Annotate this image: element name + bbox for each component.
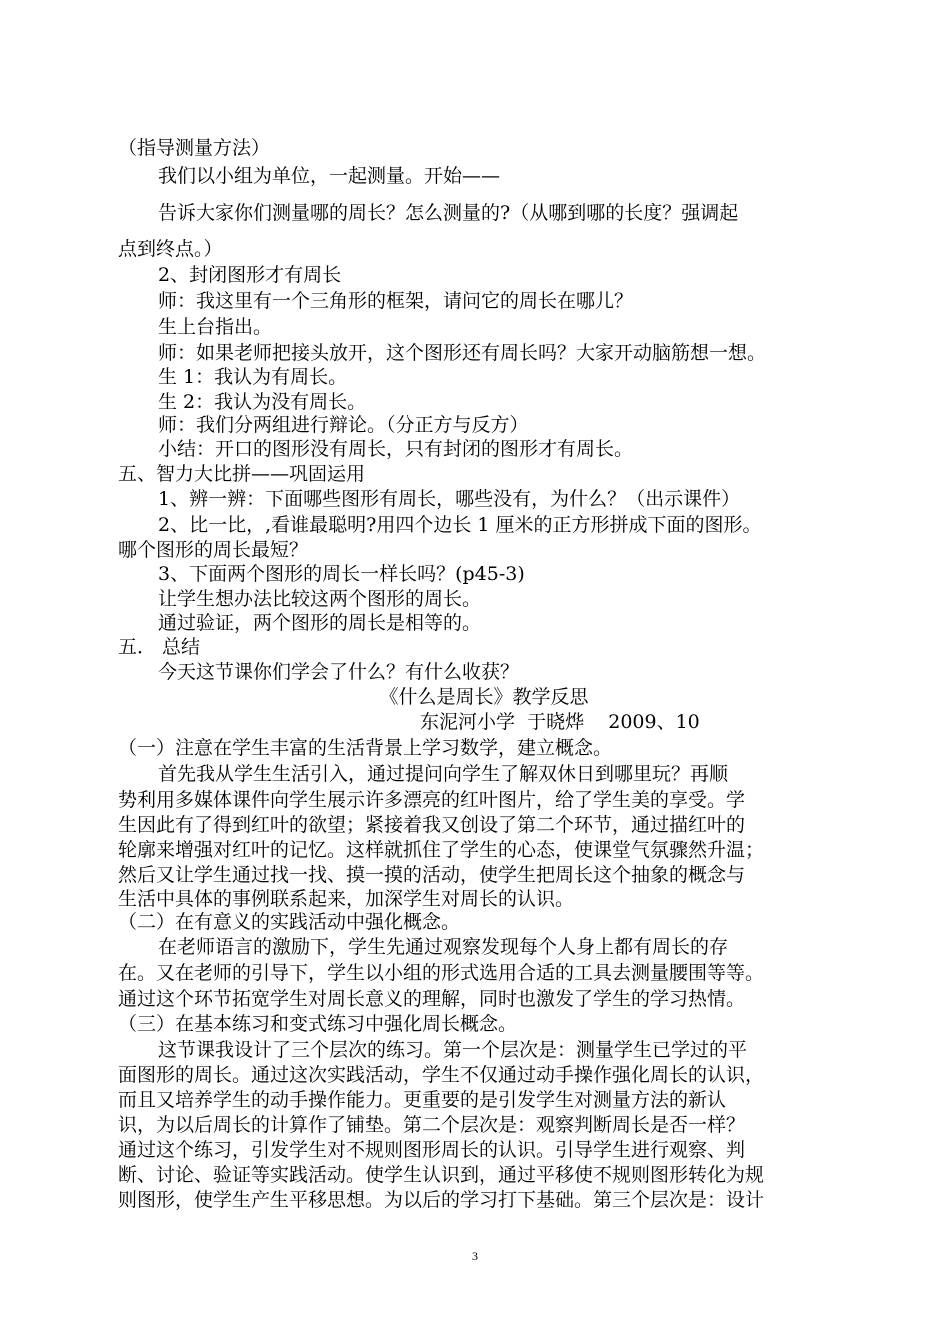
- section-heading: （二）在有意义的实践活动中强化概念。: [118, 911, 461, 933]
- text-line: 2、比一比，,看谁最聪明?用四个边长 1 厘米的正方形拼成下面的图形。: [158, 514, 762, 536]
- text-line: 生 2：我认为没有周长。: [158, 391, 367, 413]
- text-line: 1、辨一辨：下面哪些图形有周长，哪些没有，为什么？（出示课件）: [158, 488, 741, 510]
- text-line: 师：如果老师把接头放开，这个图形还有周长吗？大家开动脑筋想一想。: [158, 342, 767, 364]
- section-heading: （三）在基本练习和变式练习中强化周长概念。: [118, 1013, 518, 1035]
- text-line: 生因此有了得到红叶的欲望；紧接着我又创设了第二个环节，通过描红叶的: [118, 814, 746, 836]
- text-line: 通过这个环节拓宽学生对周长意义的理解，同时也激发了学生的学习热情。: [118, 988, 746, 1010]
- text-line: 通过这个练习，引发学生对不规则图形周长的认识。引导学生进行观察、判: [118, 1139, 746, 1161]
- text-line: 生上台指出。: [158, 316, 273, 338]
- text-line: 势利用多媒体课件向学生展示许多漂亮的红叶图片，给了学生美的享受。学: [118, 789, 746, 811]
- text-line: 让学生想办法比较这两个图形的周长。: [158, 588, 482, 610]
- text-line: 点到终点。）: [118, 238, 223, 260]
- text-line: 识，为以后周长的计算作了铺垫。第二个层次是：观察判断周长是否一样？: [118, 1114, 746, 1136]
- text-line: 今天这节课你们学会了什么？有什么收获？: [158, 661, 520, 683]
- text-line: 然后又让学生通过找一找、摸一摸的活动，使学生把周长这个抽象的概念与: [118, 864, 746, 886]
- text-line: 小结：开口的图形没有周长，只有封闭的图形才有周长。: [158, 438, 634, 460]
- text-line: 在。又在老师的引导下，学生以小组的形式选用合适的工具去测量腰围等等。: [118, 962, 765, 984]
- text-line: 断、讨论、验证等实践活动。使学生认识到，通过平移使不规则图形转化为规: [118, 1164, 765, 1186]
- section-heading: 五、智力大比拼——巩固运用: [118, 463, 366, 485]
- text-line: 通过验证，两个图形的周长是相等的。: [158, 612, 482, 634]
- text-line: 3、下面两个图形的周长一样长吗？(p45-3): [158, 563, 525, 585]
- page-number: 3: [472, 1249, 478, 1263]
- text-line: 生 1：我认为有周长。: [158, 366, 348, 388]
- text-line: 则图形，使学生产生平移思想。为以后的学习打下基础。第三个层次是：设计: [118, 1189, 765, 1211]
- text-line: 告诉大家你们测量哪的周长？怎么测量的?（从哪到哪的长度？强调起: [158, 202, 739, 224]
- text-line: 轮廓来增强对红叶的记忆。这样就抓住了学生的心态，使课堂气氛骤然升温；: [118, 839, 765, 861]
- text-line: 而且又培养学生的动手操作能力。更重要的是引发学生对测量方法的新认: [118, 1089, 727, 1111]
- section-heading: 五． 总结: [118, 636, 201, 658]
- text-line: 师：我们分两组进行辩论。（分正方与反方）: [158, 414, 529, 436]
- text-line: （指导测量方法）: [118, 137, 271, 159]
- text-line: 哪个图形的周长最短？: [118, 539, 309, 561]
- section-heading: （一）注意在学生丰富的生活背景上学习数学，建立概念。: [118, 737, 613, 759]
- reflection-title: 《什么是周长》教学反思: [379, 686, 589, 708]
- author-line: 东泥河小学 于晓烨 2009、10: [420, 711, 700, 733]
- text-line: 师：我这里有一个三角形的框架，请问它的周长在哪儿？: [158, 290, 634, 312]
- section-heading: 2、封闭图形才有周长: [158, 264, 342, 286]
- text-line: 这节课我设计了三个层次的练习。第一个层次是：测量学生已学过的平: [158, 1039, 748, 1061]
- text-line: 在老师语言的激励下，学生先通过观察发现每个人身上都有周长的存: [158, 936, 729, 958]
- text-line: 面图形的周长。通过这次实践活动，学生不仅通过动手操作强化周长的认识，: [118, 1064, 765, 1086]
- text-line: 我们以小组为单位，一起测量。开始——: [158, 165, 501, 187]
- text-line: 首先我从学生生活引入，通过提问向学生了解双休日到哪里玩？再顺: [158, 763, 729, 785]
- text-line: 生活中具体的事例联系起来，加深学生对周长的认识。: [118, 888, 575, 910]
